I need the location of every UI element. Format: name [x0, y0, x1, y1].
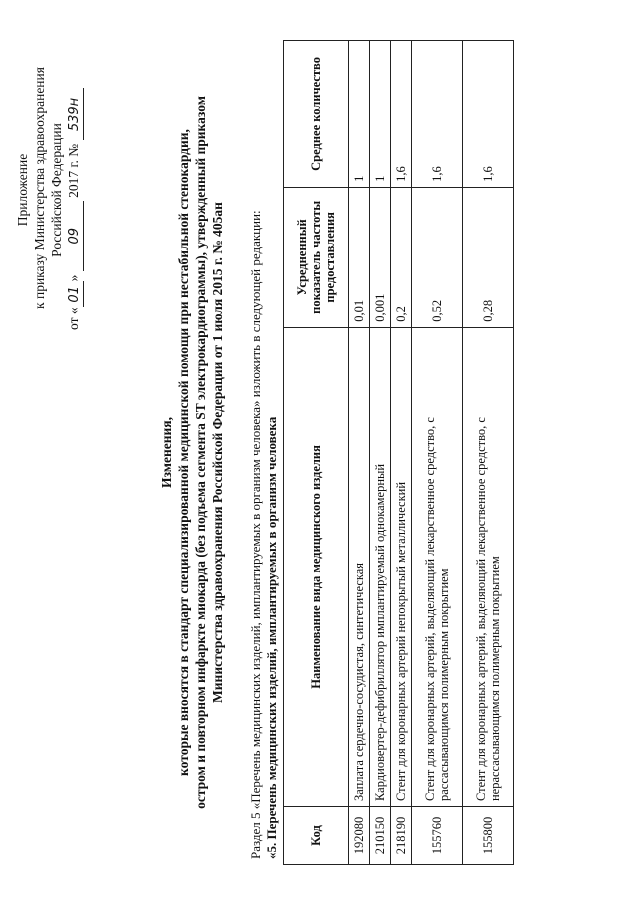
title-line-4: Министерства здравоохранения Российской Федерации от 1 июля 2015 г. № 405ан: [210, 202, 225, 703]
cell-quantity: 1: [370, 41, 391, 188]
handwritten-day: 01: [66, 281, 84, 307]
cell-name: Стент для коронарных артерий, выделяющий лекарственное средство, с рассасывающимся полимерным покрытием: [412, 327, 463, 806]
cell-frequency: 0,52: [412, 187, 463, 327]
appendix-ministry: Российской Федерации: [49, 123, 64, 257]
cell-name: Стент для коронарных артерий, выделяющий лекарственное средство, с нерассасывающимся полимерным покрытием: [463, 327, 514, 806]
section-heading: «5. Перечень медицинских изделий, имплантируемых в организм человека: [264, 416, 279, 859]
cell-frequency: 0,28: [463, 187, 514, 327]
cell-name: Стент для коронарных артерий непокрытый металлический: [391, 327, 412, 806]
table-row: [370, 41, 391, 865]
appendix-header: [14, 40, 84, 340]
section-intro: Раздел 5 «Перечень медицинских изделий, имплантируемых в организм человека» изложить в следующей редакции:: [248, 210, 263, 859]
cell-frequency: 0,2: [391, 187, 412, 327]
cell-quantity: 1,6: [463, 41, 514, 188]
date-prefix: от «: [66, 307, 81, 330]
header-quantity: Среднее количество: [284, 41, 349, 188]
cell-code: 218190: [391, 807, 412, 865]
cell-name: Кардиовертер-дефибриллятор имплантируемый однокамерный: [370, 327, 391, 806]
cell-code: 210150: [370, 807, 391, 865]
cell-frequency: 0,001: [370, 187, 391, 327]
appendix-date-line: [65, 40, 84, 340]
header-frequency: Усредненный показатель частоты предоставления: [284, 187, 349, 327]
table-header-row: [284, 41, 349, 865]
title-heading: Изменения,: [159, 417, 174, 488]
cell-quantity: 1: [349, 41, 370, 188]
cell-frequency: 0,01: [349, 187, 370, 327]
cell-name: Заплата сердечно-сосудистая, синтетическая: [349, 327, 370, 806]
cell-code: 155800: [463, 807, 514, 865]
year-text: 2017 г. №: [66, 143, 81, 198]
table-row: [349, 41, 370, 865]
date-mid: »: [66, 274, 81, 282]
table-row: [391, 41, 412, 865]
cell-code: 192080: [349, 807, 370, 865]
cell-quantity: 1,6: [412, 41, 463, 188]
handwritten-month: 09: [66, 201, 84, 271]
title-line-2: которые вносятся в стандарт специализированной медицинской помощи при нестабильной стенокардии,: [176, 129, 191, 776]
table-row: [463, 41, 514, 865]
title-line-3: остром и повторном инфаркте миокарда (без подъема сегмента ST электрокардиограммы), утвержденный приказом: [193, 96, 208, 809]
appendix-label: Приложение: [15, 153, 30, 227]
handwritten-number: 539н: [66, 88, 84, 140]
section-text: [248, 39, 280, 859]
cell-code: 155760: [412, 807, 463, 865]
document-title: [158, 40, 226, 865]
appendix-order-ref: к приказу Министерства здравоохранения: [32, 67, 47, 309]
devices-table: [283, 40, 514, 865]
table-row: [412, 41, 463, 865]
header-name: Наименование вида медицинского изделия: [284, 327, 349, 806]
header-code: Код: [284, 807, 349, 865]
cell-quantity: 1,6: [391, 41, 412, 188]
